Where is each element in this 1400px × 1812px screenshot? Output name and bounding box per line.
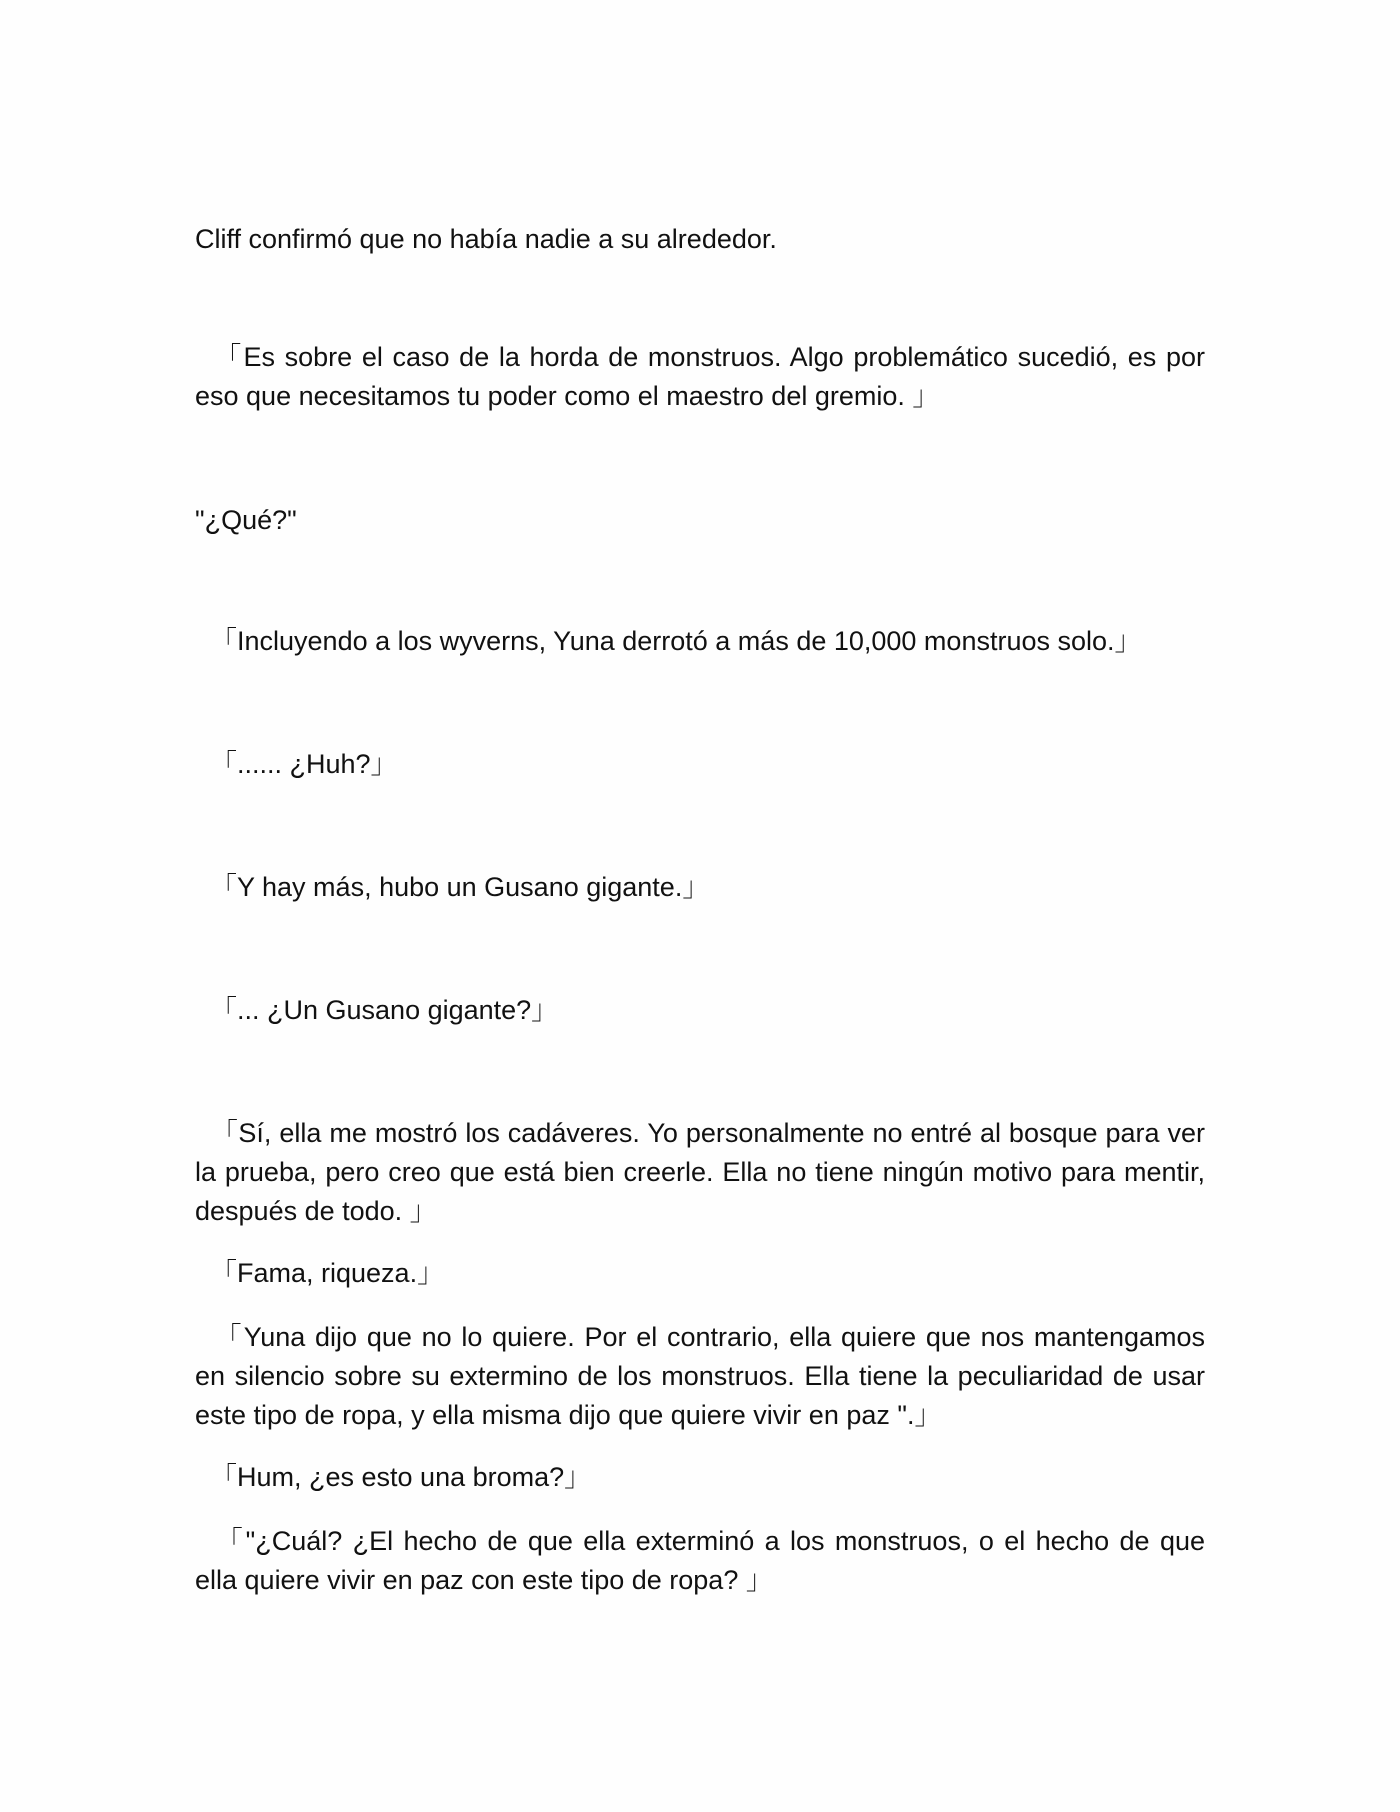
paragraph-dialogue: 「Sí, ella me mostró los cadáveres. Yo personalmente no entré al bosque para ver la prueba, pero creo que está bien creerle. Ella no tiene ningún motivo para mentir, después de todo. 」 <box>195 1118 1205 1226</box>
paragraph-dialogue: 「Y hay más, hubo un Gusano gigante.」 <box>195 872 710 902</box>
paragraph-narration: Cliff confirmó que no había nadie a su alrededor. <box>195 224 777 254</box>
document-page <box>195 0 1205 1812</box>
paragraph-dialogue: 「Es sobre el caso de la horda de monstruos. Algo problemático sucedió, es por eso que necesitamos tu poder como el maestro del gremio. 」 <box>195 342 1205 411</box>
paragraph-dialogue: 「Fama, riqueza.」 <box>195 1258 445 1288</box>
paragraph-dialogue: 「"¿Cuál? ¿El hecho de que ella exterminó a los monstruos, o el hecho de que ella quiere vivir en paz con este tipo de ropa? 」 <box>195 1526 1205 1595</box>
paragraph-dialogue: 「Yuna dijo que no lo quiere. Por el contrario, ella quiere que nos mantengamos en silencio sobre su extermino de los monstruos. Ella tiene la peculiaridad de usar este tipo de ropa, y ella misma dijo que quiere vivir en paz ".」 <box>195 1322 1205 1430</box>
paragraph-dialogue: 「Hum, ¿es esto una broma?」 <box>195 1462 592 1492</box>
paragraph-dialogue: 「... ¿Un Gusano gigante?」 <box>195 995 559 1025</box>
paragraph-dialogue: "¿Qué?" <box>195 505 297 535</box>
paragraph-dialogue: 「Incluyendo a los wyverns, Yuna derrotó a más de 10,000 monstruos solo.」 <box>195 626 1142 656</box>
paragraph-dialogue: 「...... ¿Huh?」 <box>195 749 398 779</box>
